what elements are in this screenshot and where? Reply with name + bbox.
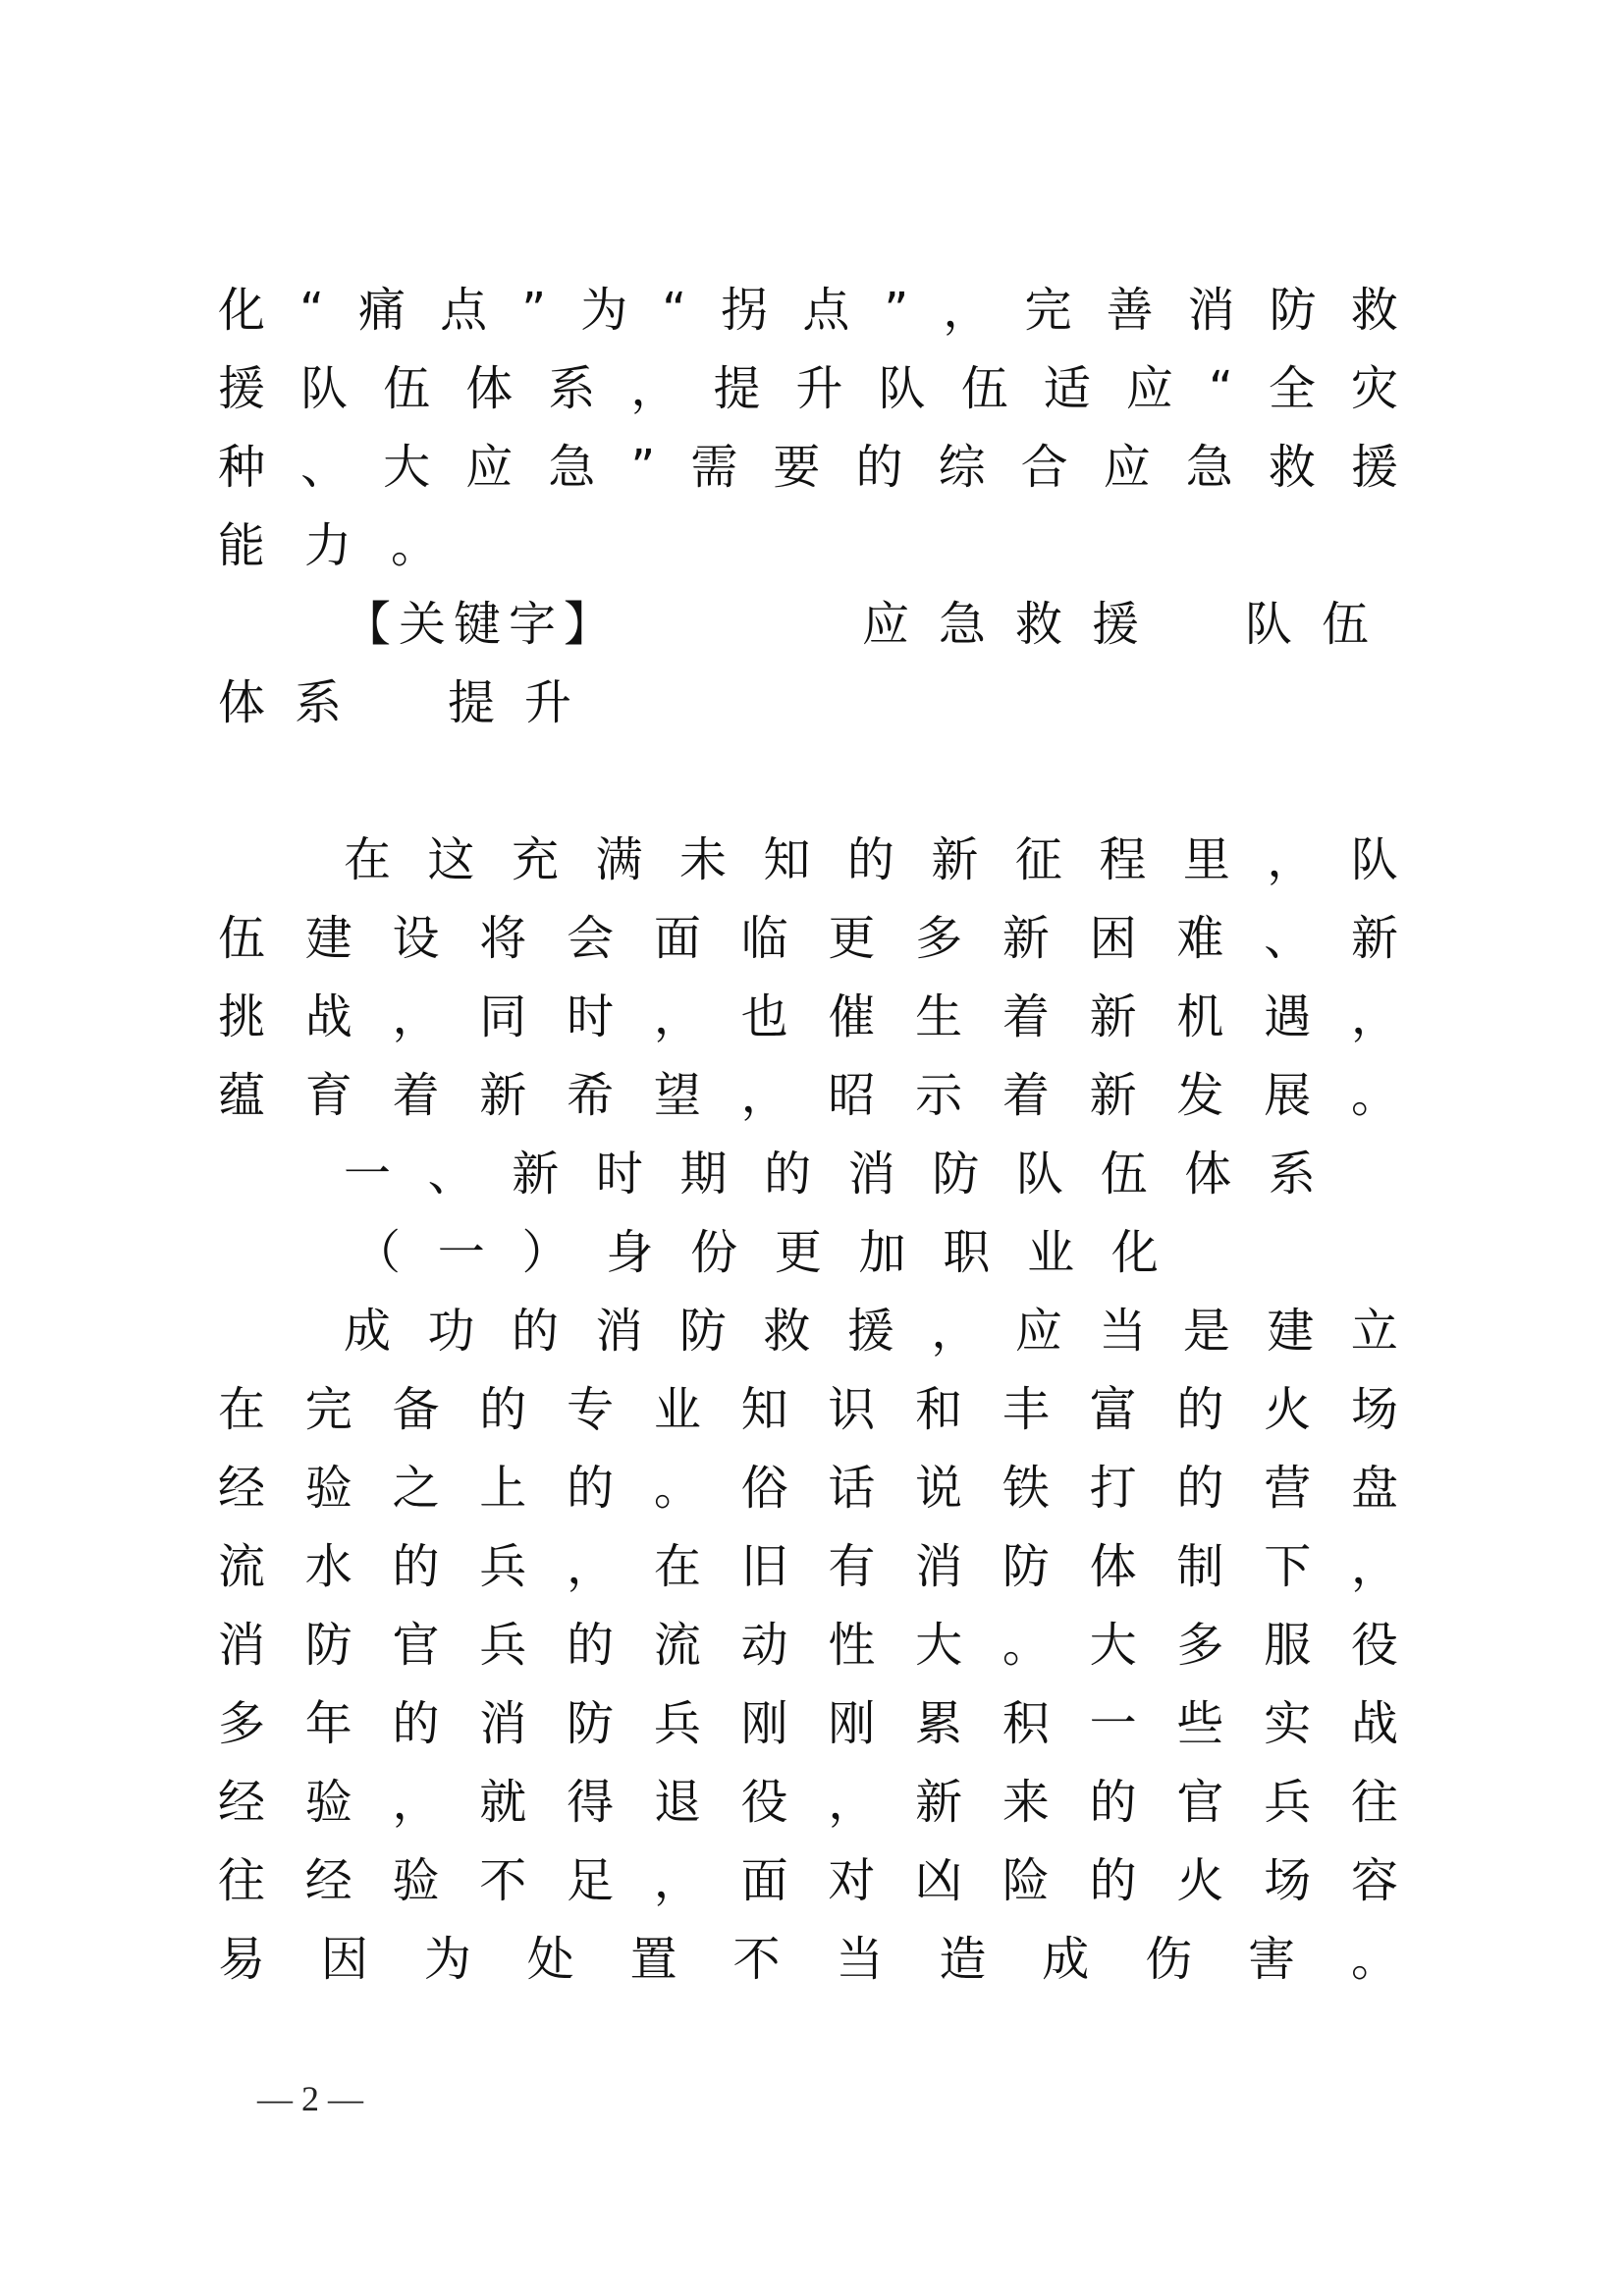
text-glyph: 多 (915, 911, 963, 966)
text-glyph: 业 (1027, 1225, 1075, 1280)
text-glyph: 体 (1184, 1147, 1232, 1201)
text-glyph: 里 (1182, 832, 1230, 887)
keywords-label: 【关键字】 (344, 597, 620, 652)
text-glyph: 的 (764, 1147, 812, 1201)
text-glyph: 灾 (1350, 361, 1398, 416)
text-glyph: 的 (1176, 1382, 1224, 1437)
intro-line-1 (218, 281, 1398, 340)
text-glyph: 时 (595, 1147, 643, 1201)
text-glyph: 新 (512, 1147, 560, 1201)
text-glyph: ， (653, 989, 701, 1044)
text-glyph: 新 (1089, 1068, 1137, 1123)
text-glyph: 的 (855, 440, 903, 495)
para2-line-1 (344, 1302, 1398, 1361)
text-glyph: 役 (1350, 1618, 1398, 1673)
intro-line-4 (218, 516, 1398, 575)
text-glyph: 希 (567, 1068, 615, 1123)
text-glyph: 生 (915, 989, 963, 1044)
text-glyph: ， (943, 283, 991, 338)
text-glyph: 适 (1043, 361, 1091, 416)
text-glyph: 对 (828, 1853, 876, 1908)
text-glyph: 动 (740, 1618, 788, 1673)
text-glyph: 上 (479, 1461, 527, 1516)
text-glyph: 望 (653, 1068, 701, 1123)
text-glyph: 。 (391, 518, 439, 573)
text-glyph: 综 (938, 440, 986, 495)
text-glyph: 援 (1350, 440, 1398, 495)
text-glyph: 的 (511, 1304, 559, 1359)
text-glyph: 设 (392, 911, 440, 966)
text-glyph: 。 (1350, 1068, 1398, 1123)
text-glyph: 援 (846, 1304, 894, 1359)
para1-line-1 (344, 830, 1398, 889)
text-glyph: 实 (1264, 1696, 1312, 1751)
text-glyph: 急 (548, 440, 596, 495)
text-glyph: 的 (392, 1696, 440, 1751)
text-glyph: “ (662, 283, 687, 338)
text-glyph: 处 (526, 1932, 574, 1987)
text-glyph: 造 (939, 1932, 987, 1987)
text-glyph: 力 (304, 518, 352, 573)
text-glyph: 验 (304, 1775, 352, 1830)
text-glyph: 伍 (383, 361, 431, 416)
text-glyph: 职 (943, 1225, 991, 1280)
text-glyph: 点 (802, 283, 850, 338)
text-glyph: 的 (567, 1461, 615, 1516)
text-glyph: 盘 (1350, 1461, 1398, 1516)
para2-line-9 (218, 1930, 1398, 1989)
text-glyph: 经 (218, 1461, 266, 1516)
text-glyph: 、 (427, 1147, 475, 1201)
text-glyph: ， (392, 1775, 440, 1830)
text-glyph: 完 (1024, 283, 1072, 338)
text-glyph: 容 (1350, 1853, 1398, 1908)
text-glyph: 防 (678, 1304, 727, 1359)
text-glyph: 应 (1014, 1304, 1062, 1359)
text-glyph: 发 (1176, 1068, 1224, 1123)
text-glyph: 的 (479, 1382, 527, 1437)
text-glyph: 验 (392, 1853, 440, 1908)
keywords-line-1 (344, 595, 1398, 654)
text-glyph: 得 (567, 1775, 615, 1830)
text-glyph: 俗 (740, 1461, 788, 1516)
keywords-line-2 (218, 673, 1398, 732)
text-glyph: 份 (690, 1225, 738, 1280)
text-glyph: 面 (653, 911, 701, 966)
text-glyph: 新 (1350, 911, 1398, 966)
text-glyph: 满 (595, 832, 643, 887)
text-glyph: 就 (479, 1775, 527, 1830)
text-glyph: 育 (304, 1068, 352, 1123)
text-glyph: 刚 (740, 1696, 788, 1751)
text-glyph: 更 (828, 911, 876, 966)
text-glyph: 充 (511, 832, 559, 887)
text-glyph: 面 (740, 1853, 788, 1908)
text-glyph: ， (1267, 832, 1315, 887)
text-glyph: 着 (392, 1068, 440, 1123)
text-glyph: ， (1350, 989, 1398, 1044)
para2-line-2 (218, 1380, 1398, 1439)
text-glyph: 消 (218, 1618, 266, 1673)
text-glyph: 防 (1001, 1539, 1050, 1594)
text-glyph: 有 (828, 1539, 876, 1594)
intro-line-2 (218, 359, 1398, 418)
text-glyph: 业 (653, 1382, 701, 1437)
text-glyph: 下 (1264, 1539, 1312, 1594)
para1-line-2 (218, 909, 1398, 968)
text-glyph: 能 (218, 518, 266, 573)
text-glyph: 合 (1020, 440, 1068, 495)
text-glyph: ” (521, 283, 547, 338)
text-glyph: 火 (1264, 1382, 1312, 1437)
text-glyph: 服 (1264, 1618, 1312, 1673)
text-glyph: 、 (1264, 911, 1312, 966)
text-glyph: 旧 (740, 1539, 788, 1594)
section-heading-1 (344, 1145, 1316, 1203)
text-glyph: 刚 (828, 1696, 876, 1751)
text-glyph: 识 (828, 1382, 876, 1437)
text-glyph: 水 (304, 1539, 352, 1594)
text-glyph: 险 (1001, 1853, 1050, 1908)
text-glyph: 的 (846, 832, 894, 887)
text-glyph: 打 (1089, 1461, 1137, 1516)
text-glyph: 防 (932, 1147, 980, 1201)
text-glyph: 、 (300, 440, 349, 495)
text-glyph: ， (653, 1853, 701, 1908)
text-glyph: 新 (915, 1775, 963, 1830)
text-glyph: 同 (479, 989, 527, 1044)
text-glyph: 伍 (1100, 1147, 1148, 1201)
text-glyph: 在 (344, 832, 392, 887)
text-glyph: ， (392, 989, 440, 1044)
text-glyph: 性 (828, 1618, 876, 1673)
text-glyph: 催 (828, 989, 876, 1044)
text-glyph: 系 (548, 361, 596, 416)
para1-line-3 (218, 988, 1398, 1046)
text-glyph: 应 (1125, 361, 1173, 416)
text-glyph: 是 (1182, 1304, 1230, 1359)
text-glyph: ， (740, 1068, 788, 1123)
text-glyph: 经 (218, 1775, 266, 1830)
text-glyph: 役 (740, 1775, 788, 1830)
text-glyph: 完 (304, 1382, 352, 1437)
text-glyph: 火 (1176, 1853, 1224, 1908)
page-number: — 2 — (257, 2079, 363, 2118)
text-glyph: 提 (713, 361, 761, 416)
text-glyph: 的 (567, 1618, 615, 1673)
para1-line-4 (218, 1066, 1398, 1125)
text-glyph: 丰 (1001, 1382, 1050, 1437)
text-glyph: 不 (732, 1932, 781, 1987)
text-glyph: 足 (567, 1853, 615, 1908)
text-glyph: 全 (1268, 361, 1316, 416)
text-glyph: 队 (300, 361, 349, 416)
text-glyph: 化 (218, 283, 266, 338)
text-glyph: 种 (218, 440, 266, 495)
text-glyph: 功 (427, 1304, 475, 1359)
text-glyph: 一 (437, 1225, 485, 1280)
text-glyph: 建 (1267, 1304, 1315, 1359)
text-glyph: 善 (1106, 283, 1154, 338)
text-glyph: 的 (1089, 1853, 1137, 1908)
text-glyph: 在 (218, 1382, 266, 1437)
text-glyph: 富 (1089, 1382, 1137, 1437)
text-glyph: 伍 (960, 361, 1008, 416)
text-glyph: 防 (567, 1696, 615, 1751)
text-glyph: 也 (740, 989, 788, 1044)
text-glyph: 成 (344, 1304, 392, 1359)
para2-line-7 (218, 1773, 1398, 1832)
text-glyph: 建 (304, 911, 352, 966)
text-glyph: ” (630, 440, 656, 495)
text-glyph: 多 (1176, 1618, 1224, 1673)
intro-line-3 (218, 438, 1398, 497)
text-glyph: 大 (915, 1618, 963, 1673)
text-glyph: ” (884, 283, 909, 338)
text-glyph: 在 (653, 1539, 701, 1594)
text-glyph: 点 (440, 283, 488, 338)
text-glyph: 体 (1089, 1539, 1137, 1594)
para2-line-8 (218, 1851, 1398, 1910)
text-glyph: 队 (878, 361, 926, 416)
text-glyph: 兵 (653, 1696, 701, 1751)
text-glyph: 挑 (218, 989, 266, 1044)
text-glyph: 备 (392, 1382, 440, 1437)
text-glyph: 要 (773, 440, 821, 495)
keywords-list-part-1: 应急救援 队伍 (861, 597, 1398, 652)
text-glyph: 的 (392, 1539, 440, 1594)
text-glyph: 救 (763, 1304, 811, 1359)
section-heading-2 (353, 1223, 1159, 1282)
text-glyph: 年 (304, 1696, 352, 1751)
text-glyph: 知 (740, 1382, 788, 1437)
text-glyph: 累 (915, 1696, 963, 1751)
text-glyph: 战 (304, 989, 352, 1044)
text-glyph: 展 (1264, 1068, 1312, 1123)
text-glyph: 升 (795, 361, 843, 416)
text-glyph: 难 (1176, 911, 1224, 966)
text-glyph: 制 (1176, 1539, 1224, 1594)
text-glyph: 流 (218, 1539, 266, 1594)
text-glyph: 加 (858, 1225, 906, 1280)
text-glyph: 易 (218, 1932, 266, 1987)
text-glyph: 队 (1350, 832, 1398, 887)
text-glyph: 消 (1187, 283, 1235, 338)
text-glyph: 期 (679, 1147, 728, 1201)
text-glyph: 应 (465, 440, 514, 495)
text-glyph: 营 (1264, 1461, 1312, 1516)
text-glyph: 着 (1001, 989, 1050, 1044)
text-glyph: 场 (1350, 1382, 1398, 1437)
text-glyph: 新 (1089, 989, 1137, 1044)
text-glyph: 害 (1248, 1932, 1296, 1987)
text-glyph: ， (1350, 1539, 1398, 1594)
text-glyph: 征 (1014, 832, 1062, 887)
text-glyph: 着 (1001, 1068, 1050, 1123)
text-glyph: 遇 (1264, 989, 1312, 1044)
text-glyph: 蕴 (218, 1068, 266, 1123)
text-glyph: 当 (1099, 1304, 1147, 1359)
text-glyph: 示 (915, 1068, 963, 1123)
text-glyph: 置 (629, 1932, 677, 1987)
para2-line-6 (218, 1694, 1398, 1753)
text-glyph: 未 (678, 832, 727, 887)
text-glyph: 消 (847, 1147, 895, 1201)
text-glyph: 会 (567, 911, 615, 966)
text-glyph: 。 (1350, 1932, 1398, 1987)
text-glyph: 昭 (828, 1068, 876, 1123)
text-glyph: 痛 (358, 283, 406, 338)
text-glyph: 大 (1089, 1618, 1137, 1673)
text-glyph: 之 (392, 1461, 440, 1516)
text-glyph: 凶 (915, 1853, 963, 1908)
text-glyph: ， (630, 361, 678, 416)
text-glyph: 当 (836, 1932, 884, 1987)
text-glyph: 场 (1264, 1853, 1312, 1908)
text-glyph: 一 (1089, 1696, 1137, 1751)
text-glyph: ， (567, 1539, 615, 1594)
text-glyph: 应 (1103, 440, 1151, 495)
text-glyph: 兵 (479, 1539, 527, 1594)
para2-line-3 (218, 1459, 1398, 1518)
text-glyph: 机 (1176, 989, 1224, 1044)
text-glyph: 经 (304, 1853, 352, 1908)
text-glyph: 防 (1269, 283, 1317, 338)
text-glyph: 铁 (1001, 1461, 1050, 1516)
text-glyph: 队 (1016, 1147, 1064, 1201)
text-glyph: 援 (218, 361, 266, 416)
text-glyph: 不 (479, 1853, 527, 1908)
text-glyph: 体 (465, 361, 514, 416)
text-glyph: 消 (915, 1539, 963, 1594)
text-glyph: “ (299, 283, 324, 338)
text-glyph: 这 (427, 832, 475, 887)
text-glyph: 些 (1176, 1696, 1224, 1751)
text-glyph: 伤 (1145, 1932, 1193, 1987)
text-glyph: 将 (479, 911, 527, 966)
text-glyph: 往 (218, 1853, 266, 1908)
text-glyph: 一 (344, 1147, 392, 1201)
text-glyph: 临 (740, 911, 788, 966)
text-glyph: 系 (1268, 1147, 1316, 1201)
text-glyph: 战 (1350, 1696, 1398, 1751)
text-glyph: 消 (479, 1696, 527, 1751)
text-glyph: 救 (1350, 283, 1398, 338)
text-glyph: ， (828, 1775, 876, 1830)
text-glyph: ， (931, 1304, 979, 1359)
text-glyph: 因 (320, 1932, 368, 1987)
text-glyph: 程 (1099, 832, 1147, 887)
text-glyph: 消 (595, 1304, 643, 1359)
text-glyph: 流 (653, 1618, 701, 1673)
text-glyph: 的 (1089, 1775, 1137, 1830)
text-glyph: 积 (1001, 1696, 1050, 1751)
text-glyph: 兵 (479, 1618, 527, 1673)
text-glyph: ） (521, 1225, 569, 1280)
text-glyph: 立 (1350, 1304, 1398, 1359)
text-glyph: 多 (218, 1696, 266, 1751)
para2-line-4 (218, 1537, 1398, 1596)
text-glyph: 。 (1001, 1618, 1050, 1673)
text-glyph: 知 (763, 832, 811, 887)
text-glyph: “ (1208, 361, 1233, 416)
text-glyph: 更 (774, 1225, 822, 1280)
text-glyph: 困 (1089, 911, 1137, 966)
text-glyph: 新 (479, 1068, 527, 1123)
text-glyph: 兵 (1264, 1775, 1312, 1830)
text-glyph: 。 (653, 1461, 701, 1516)
text-glyph: 化 (1110, 1225, 1159, 1280)
text-glyph: 说 (915, 1461, 963, 1516)
text-glyph: 成 (1042, 1932, 1090, 1987)
text-glyph: 新 (931, 832, 979, 887)
text-glyph: 救 (1268, 440, 1316, 495)
text-glyph: 防 (304, 1618, 352, 1673)
text-glyph: （ (353, 1225, 402, 1280)
text-glyph: 需 (690, 440, 738, 495)
text-glyph: 大 (383, 440, 431, 495)
text-glyph: 身 (606, 1225, 654, 1280)
text-glyph: 官 (1176, 1775, 1224, 1830)
text-glyph: 往 (1350, 1775, 1398, 1830)
text-glyph: 话 (828, 1461, 876, 1516)
text-glyph: 来 (1001, 1775, 1050, 1830)
text-glyph: 拐 (721, 283, 769, 338)
keywords-list-part-2: 体系 提升 (218, 675, 602, 730)
para2-line-5 (218, 1616, 1398, 1675)
text-glyph: 退 (653, 1775, 701, 1830)
text-glyph: 伍 (218, 911, 266, 966)
text-glyph: 为 (580, 283, 628, 338)
text-glyph: 新 (1001, 911, 1050, 966)
text-glyph: 的 (1176, 1461, 1224, 1516)
text-glyph: 验 (304, 1461, 352, 1516)
text-glyph: 专 (567, 1382, 615, 1437)
text-glyph: 时 (567, 989, 615, 1044)
text-glyph: 急 (1185, 440, 1233, 495)
text-glyph: 为 (423, 1932, 471, 1987)
text-glyph: 和 (915, 1382, 963, 1437)
text-glyph: 官 (392, 1618, 440, 1673)
